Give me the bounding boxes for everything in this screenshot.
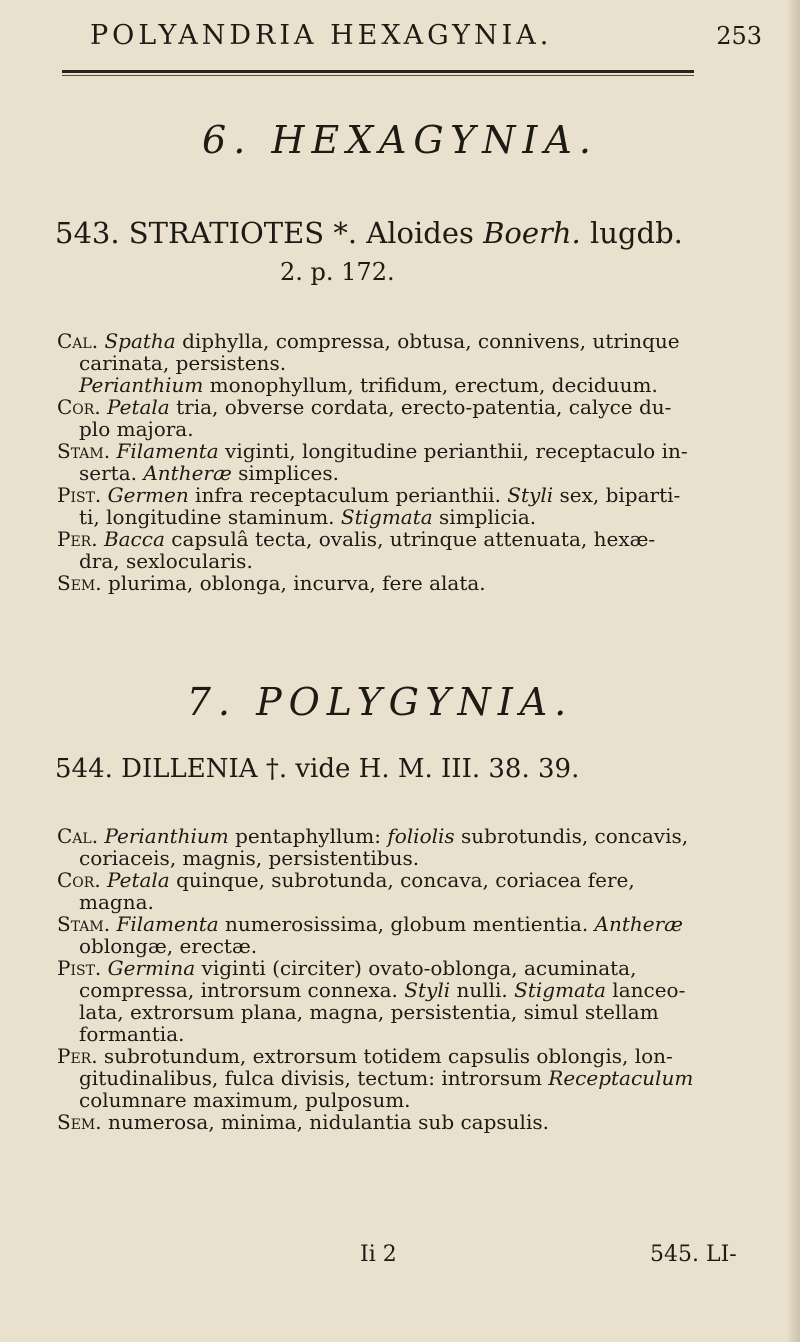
cor-line: Cor. Petala tria, obverse cordata, erecto-patentia, calyce du- [57, 395, 672, 419]
stam-line: Stam. Filamenta viginti, longitudine perianthii, receptaculo in- [57, 439, 688, 463]
entry-543-description: Cal. Spatha diphylla, compressa, obtusa, connivens, utrinque carinata, persistens. Perianthium monophyllum, trifidum, erectum, deciduum. Cor. Petala tria, obverse cordata, erecto-patentia, calyce du- plo majora. Stam. Filamenta viginti, longitudine perianthii, receptaculo in- serta. Antheræ simplices. Pist. Germen infra receptaculum perianthii. Styli sex, biparti- ti, longitudine staminum. Stigmata simplicia. Per. Bacca capsulâ tecta, ovalis, utrinque attenuata, hexæ- dra, sexlocularis. Sem. plurima, oblonga, incurva, fere alata. [57, 330, 747, 594]
entry-544-description: Cal. Perianthium pentaphyllum: foliolis subrotundis, concavis, coriaceis, magnis, persistentibus. Cor. Petala quinque, subrotunda, concava, coriacea fere, magna. Stam. Filamenta numerosissima, globum mentientia. Antheræ oblongæ, erectæ. Pist. Germina viginti (circiter) ovato-oblonga, acuminata, compressa, introrsum connexa. Styli nulli. Stigmata lanceo- lata, extrorsum plana, magna, persistentia, simul stellam formantia. Per. subrotundum, extrorsum totidem capsulis oblongis, lon- gitudinalibus, fulca divisis, tectum: introrsum Receptaculum columnare maximum, pulposum. Sem. numerosa, minima, nidulantia sub capsulis. [57, 825, 747, 1133]
section-heading-polygynia: 7. POLYGYNIA. [186, 680, 574, 724]
pist-line: Pist. Germina viginti (circiter) ovato-oblonga, acuminata, [57, 956, 637, 980]
signature-mark: Ii 2 [360, 1242, 397, 1267]
cal-line: Cal. Perianthium pentaphyllum: foliolis subrotundis, concavis, [57, 824, 689, 848]
page-edge-shadow [786, 0, 800, 1342]
sem-line: Sem. numerosa, minima, nidulantia sub capsulis. [57, 1110, 549, 1134]
genus-reference-543: 2. p. 172. [280, 258, 395, 286]
genus-title-543: 543. STRATIOTES *. Aloides Boerh. lugdb. [55, 216, 683, 250]
cor-line: Cor. Petala quinque, subrotunda, concava, coriacea fere, [57, 868, 635, 892]
catchword: 545. LI- [650, 1242, 737, 1267]
per-line: Per. Bacca capsulâ tecta, ovalis, utrinque attenuata, hexæ- [57, 527, 656, 551]
cal-line: Cal. Spatha diphylla, compressa, obtusa, connivens, utrinque [57, 329, 680, 353]
page-number: 253 [716, 22, 762, 50]
per-line: Per. subrotundum, extrorsum totidem capsulis oblongis, lon- [57, 1044, 673, 1068]
header-rule [62, 70, 694, 76]
section-heading-hexagynia: 6. HEXAGYNIA. [202, 118, 598, 162]
genus-title-544: 544. DILLENIA †. vide H. M. III. 38. 39. [55, 754, 580, 784]
pist-line: Pist. Germen infra receptaculum perianthii. Styli sex, biparti- [57, 483, 681, 507]
stam-line: Stam. Filamenta numerosissima, globum mentientia. Antheræ [57, 912, 683, 936]
running-header [90, 20, 762, 51]
sem-line: Sem. plurima, oblonga, incurva, fere alata. [57, 571, 486, 595]
header-title: POLYANDRIA HEXAGYNIA. [90, 20, 553, 51]
